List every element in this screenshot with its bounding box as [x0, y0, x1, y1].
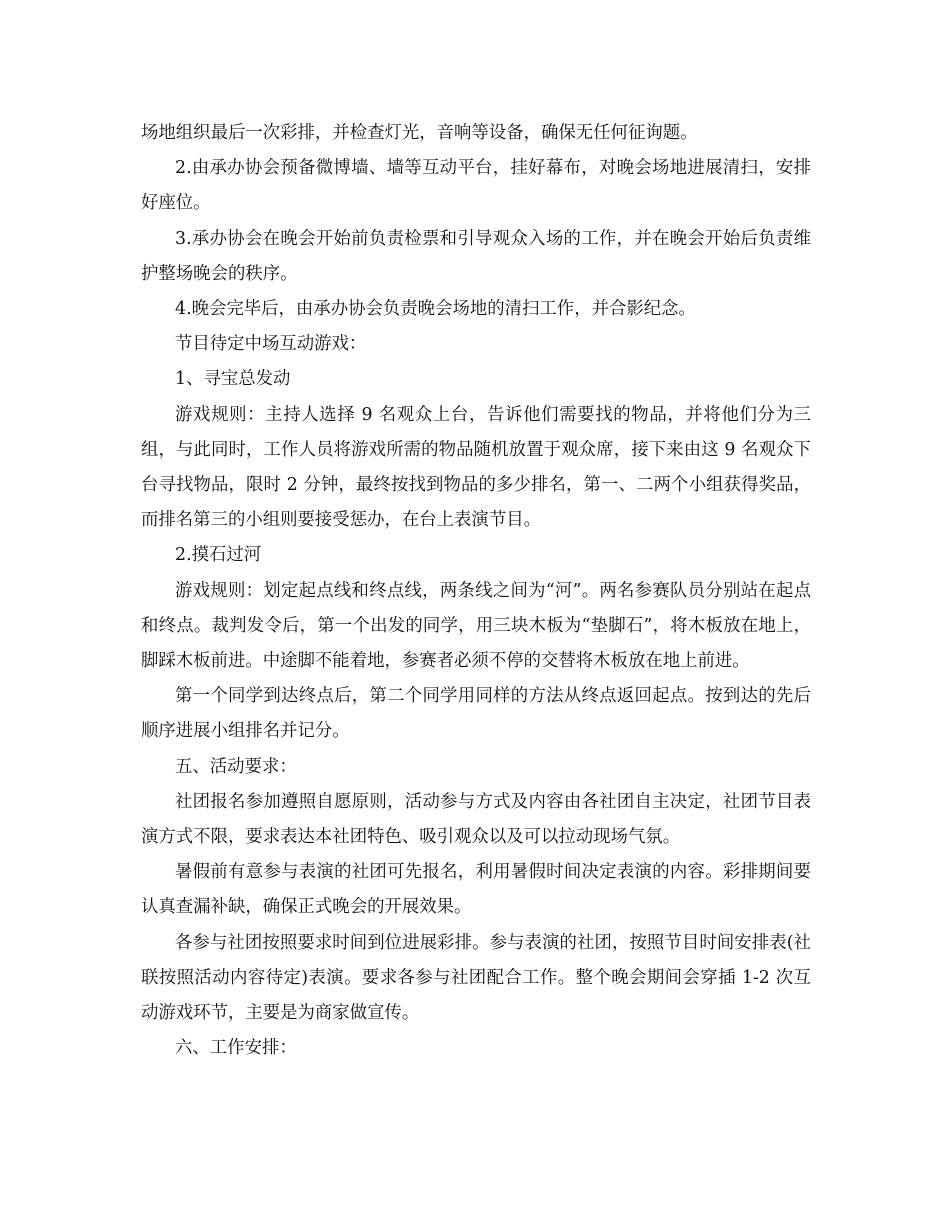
paragraph-item-2: 2.由承办协会预备微博墙、墙等互动平台，挂好幕布，对晚会场地进展清扫，安排好座位。 — [141, 158, 811, 214]
requirements-paragraph-3: 各参与社团按照要求时间到位进展彩排。参与表演的社团，按照节目时间安排表(社联按照活动内容待定)表演。要求各参与社团配合工作。整个晚会期间会穿插 1-2 次互动游戏环节，主要是为商家做宣传。 — [141, 932, 811, 1024]
paragraph-item-4: 4.晚会完毕后，由承办协会负责晚会场地的清扫工作，并合影纪念。 — [175, 299, 696, 320]
requirements-paragraph-2: 暑假前有意参与表演的社团可先报名，利用暑假时间决定表演的内容。彩排期间要认真查漏补缺，确保正式晚会的开展效果。 — [141, 862, 811, 918]
section-label-games: 节目待定中场互动游戏： — [175, 334, 367, 355]
paragraph-item-3: 3.承办协会在晚会开始前负责检票和引导观众入场的工作，并在晚会开始后负责维护整场晚会的秩序。 — [141, 228, 811, 284]
section-heading-5: 五、活动要求： — [175, 756, 297, 777]
game-rules-2-continued: 第一个同学到达终点后，第二个同学用同样的方法从终点返回起点。按到达的先后顺序进展小组排名并记分。 — [141, 686, 811, 742]
game-rules-2: 游戏规则：划定起点线和终点线，两条线之间为“河”。两名参赛队员分别站在起点和终点。裁判发令后，第一个出发的同学，用三块木板为“垫脚石”，将木板放在地上，脚踩木板前进。中途脚不能着地，参赛者必须不停的交替将木板放在地上前进。 — [141, 580, 811, 672]
paragraph-continuation: 场地组织最后一次彩排，并检查灯光，音响等设备，确保无任何征询题。 — [141, 123, 698, 143]
section-heading-6: 六、工作安排： — [175, 1038, 297, 1059]
document-page — [141, 116, 811, 1066]
game-rules-1: 游戏规则：主持人选择 9 名观众上台，告诉他们需要找的物品，并将他们分为三组，与此同时，工作人员将游戏所需的物品随机放置于观众席，接下来由这 9 名观众下台寻找物品，限时 2 分钟，最终按找到物品的多少排名，第一、二两个小组获得奖品，而排名第三的小组则要接受惩办，在台上表演节目。 — [141, 404, 811, 531]
game-heading-1: 1、寻宝总发动 — [175, 369, 291, 390]
requirements-paragraph-1: 社团报名参加遵照自愿原则，活动参与方式及内容由各社团自主决定，社团节目表演方式不限，要求表达本社团特色、吸引观众以及可以拉动现场气氛。 — [141, 791, 811, 848]
game-heading-2: 2.摸石过河 — [175, 545, 262, 566]
